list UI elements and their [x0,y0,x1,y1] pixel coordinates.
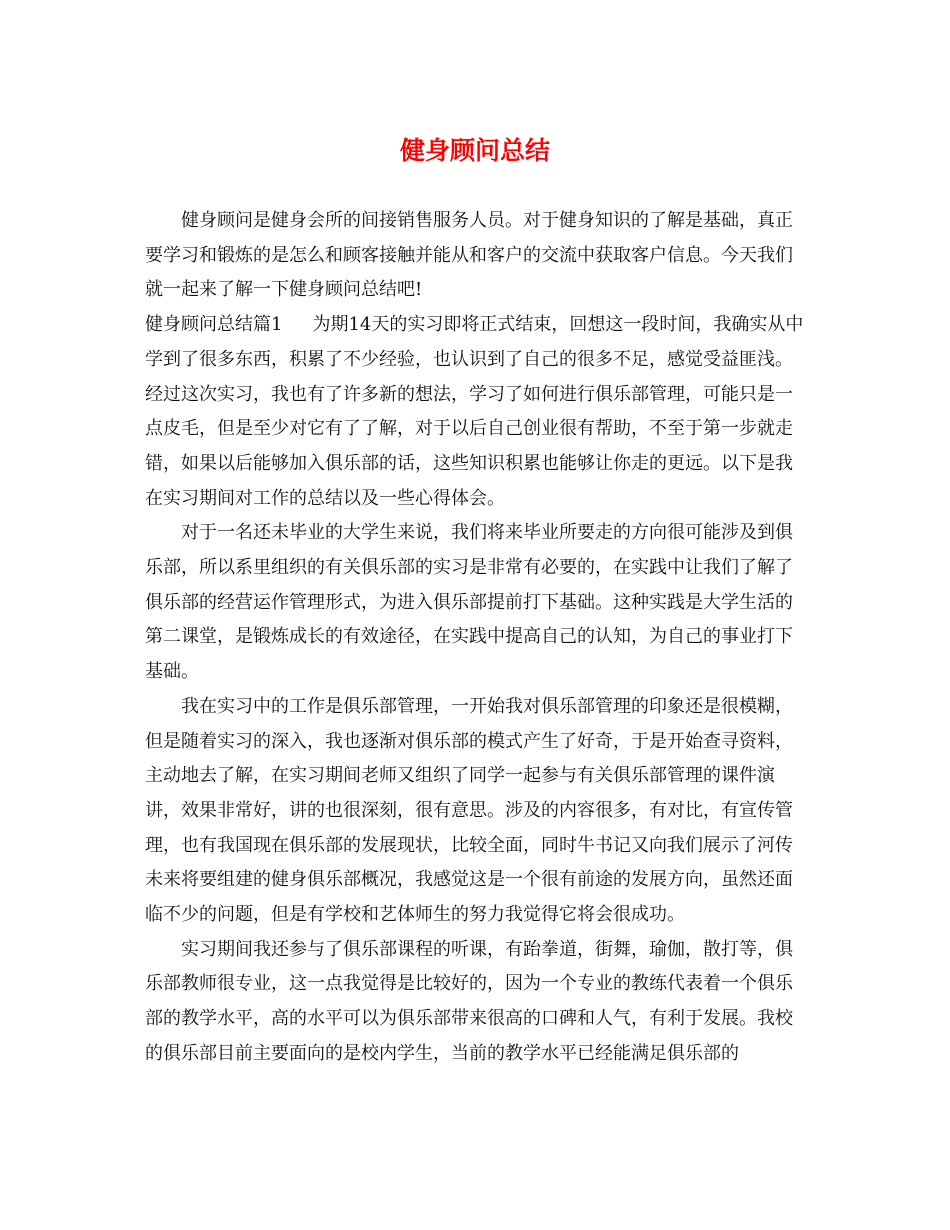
section-heading: 健身顾问总结篇1 [145,314,283,336]
body-paragraph: 我在实习中的工作是俱乐部管理，一开始我对俱乐部管理的印象还是很模糊，但是随着实习的深入，我也逐渐对俱乐部的模式产生了好奇，于是开始查寻资料，主动地去了解，在实习期间老师又组织了同学一起参与有关俱乐部管理的课件演讲，效果非常好，讲的也很深刻，很有意思。涉及的内容很多，有对比，有宣传管理，也有我国现在俱乐部的发展现状，比较全面，同时牛书记又向我们展示了河传未来将要组建的健身俱乐部概况，我感觉这是一个很有前途的发展方向，虽然还面临不少的问题，但是有学校和艺体师生的努力我觉得它将会很成功。 [145,695,793,926]
document-title: 健身顾问总结 [399,136,550,165]
section-paragraph [145,308,805,516]
section-text: 为期14天的实习即将正式结束，回想这一段时间，我确实从中学到了很多东西，积累了不少经验，也认识到了自己的很多不足，感觉受益匪浅。经过这次实习，我也有了许多新的想法，学习了如何进行俱乐部管理，可能只是一点皮毛，但是至少对它有了了解，对于以后自己创业很有帮助，不至于第一步就走错，如果以后能够加入俱乐部的话，这些知识积累也能够让你走的更远。以下是我在实习期间对工作的总结以及一些心得体会。 [145,314,804,509]
body-paragraph: 实习期间我还参与了俱乐部课程的听课，有跆拳道，街舞，瑜伽，散打等，俱乐部教师很专业，这一点我觉得是比较好的，因为一个专业的教练代表着一个俱乐部的教学水平，高的水平可以为俱乐部带来很高的口碑和人气，有利于发展。我校的俱乐部目前主要面向的是校内学生，当前的教学水平已经能满足俱乐部的 [145,938,793,1064]
intro-paragraph: 健身顾问是健身会所的间接销售服务人员。对于健身知识的了解是基础，真正要学习和锻炼的是怎么和顾客接触并能从和客户的交流中获取客户信息。今天我们就一起来了解一下健身顾问总结吧! [145,210,793,301]
document-body [145,204,805,1072]
body-paragraph: 对于一名还未毕业的大学生来说，我们将来毕业所要走的方向很可能涉及到俱乐部，所以系里组织的有关俱乐部的实习是非常有必要的，在实践中让我们了解了俱乐部的经营运作管理形式，为进入俱乐部提前打下基础。这种实践是大学生活的第二课堂，是锻炼成长的有效途径，在实践中提高自己的认知，为自己的事业打下基础。 [145,522,793,683]
